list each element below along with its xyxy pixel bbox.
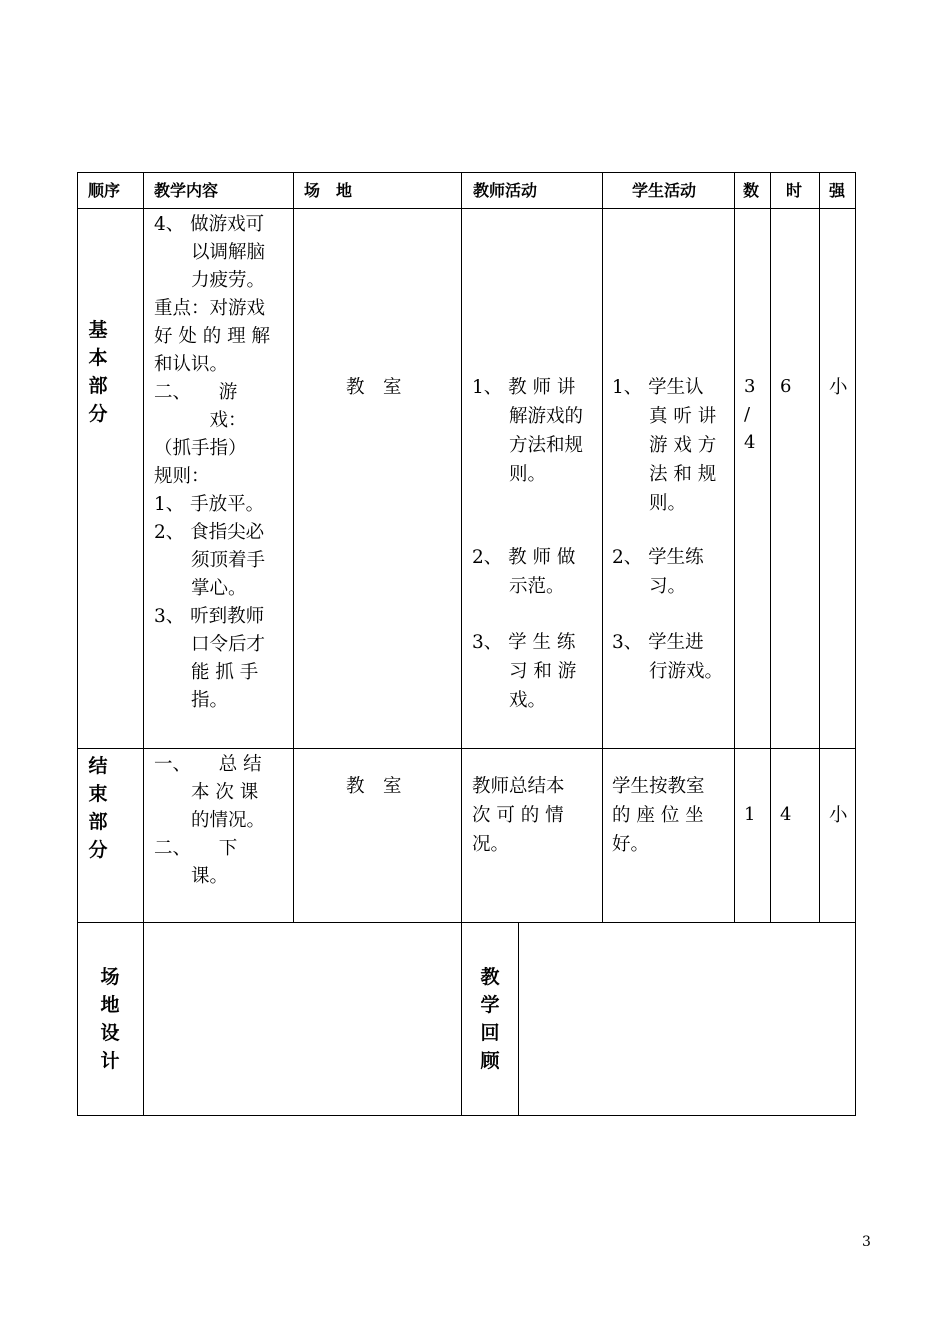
content-line: 和认识。 [154,354,229,375]
table-border [461,172,462,1116]
ending-student-activity [612,772,705,859]
content-line: 以调解脑 [154,242,266,263]
teacher-activity-line: 则。 [472,464,547,485]
ending-count: 1 [744,804,756,825]
content-line: 指。 [154,690,229,711]
ending-time: 4 [780,804,792,825]
content-line: 掌心。 [154,578,247,599]
page-number: 3 [862,1234,871,1250]
teacher-activity-line: 方法和规 [472,435,584,456]
count-line: 4 [744,432,756,453]
student-activity-line: 1、 学生认 [612,377,704,398]
content-line: 2、 食指尖必 [154,522,265,543]
venue-design-label: 场地设计 [100,966,120,1072]
student-activity-line: 法 和 规 [612,464,717,485]
student-activity-line: 则。 [612,493,687,514]
student-activity-line: 游 戏 方 [612,435,717,456]
content-line: 3、 听到教师 [154,606,265,627]
content-line: 规则： [154,466,210,487]
teacher-activity-line: 3、 学 生 练 [472,632,576,653]
content-line: 戏： [154,410,247,431]
section-ending-label: 结束部分 [88,755,108,861]
student-activity-line: 学生按教室 [612,776,705,797]
table-border [77,208,856,209]
basic-count [744,373,755,457]
student-activity-line: 真 听 讲 [612,406,717,427]
student-activity-line: 行游戏。 [612,661,724,682]
section-basic-label: 基本部分 [88,319,108,425]
content-line: 二、 游 [154,382,238,403]
content-line: 重点：对游戏 [154,298,266,319]
count-line: / [744,404,751,425]
content-line: 4、 做游戏可 [154,214,265,235]
header-intensity: 强 [829,181,846,200]
ending-venue: 教 室 [346,776,402,797]
basic-intensity: 小 [829,377,848,398]
content-line: 口令后才 [154,634,266,655]
basic-teacher-step-2 [472,543,575,601]
header-time: 时 [786,181,803,200]
content-line: （抓手指） [154,438,247,459]
basic-teacher-step-3 [472,628,576,715]
table-border [293,172,294,923]
student-activity-line: 2、 学生练 [612,547,704,568]
content-line: 能 抓 手 [154,662,259,683]
basic-student-step-3 [612,628,723,686]
header-count: 数 [743,181,760,200]
student-activity-line: 3、 学生进 [612,632,704,653]
basic-student-step-1 [612,373,716,518]
student-activity-line: 的 座 位 坐 [612,805,704,826]
header-content: 教学内容 [154,181,219,200]
table-border [602,172,603,923]
teacher-activity-line: 示范。 [472,576,565,597]
header-venue: 场 地 [304,181,353,200]
table-border [734,172,735,923]
basic-time: 6 [780,376,792,397]
content-line: 1、 手放平。 [154,494,265,515]
content-line: 课。 [154,866,229,887]
table-border [77,748,856,749]
teacher-activity-line: 1、 教 师 讲 [472,377,576,398]
header-teacher-activity: 教师活动 [473,181,538,200]
content-line: 的情况。 [154,810,266,831]
teaching-review-label: 教学回顾 [480,966,500,1072]
header-order: 顺序 [88,181,121,200]
teacher-activity-line: 2、 教 师 做 [472,547,576,568]
header-student-activity: 学生活动 [632,181,697,200]
ending-intensity: 小 [829,805,848,826]
content-line: 一、 总 结 [154,754,262,775]
teacher-activity-line: 戏。 [472,690,547,711]
count-line: 3 [744,376,756,397]
content-line: 二、 下 [154,838,238,859]
teacher-activity-line: 习 和 游 [472,661,577,682]
student-activity-line: 好。 [612,834,650,855]
basic-teacher-step-1 [472,373,583,489]
content-line: 好 处 的 理 解 [154,326,271,347]
basic-content [154,211,270,715]
content-line: 本 次 课 [154,782,259,803]
basic-student-step-2 [612,543,704,601]
teacher-activity-line: 教师总结本 [472,776,565,797]
ending-teacher-activity [472,772,565,859]
content-line: 须顶着手 [154,550,266,571]
student-activity-line: 习。 [612,576,687,597]
table-border [819,172,820,923]
table-border [77,172,78,1116]
content-line: 力疲劳。 [154,270,266,291]
teacher-activity-line: 次 可 的 情 [472,805,564,826]
table-border [770,172,771,923]
teaching-review-area [519,923,855,1115]
teacher-activity-line: 况。 [472,834,510,855]
table-border [77,1115,856,1116]
teacher-activity-line: 解游戏的 [472,406,584,427]
table-border [855,172,856,1116]
venue-design-area [144,923,461,1115]
ending-content [154,751,265,891]
basic-venue: 教 室 [346,377,402,398]
